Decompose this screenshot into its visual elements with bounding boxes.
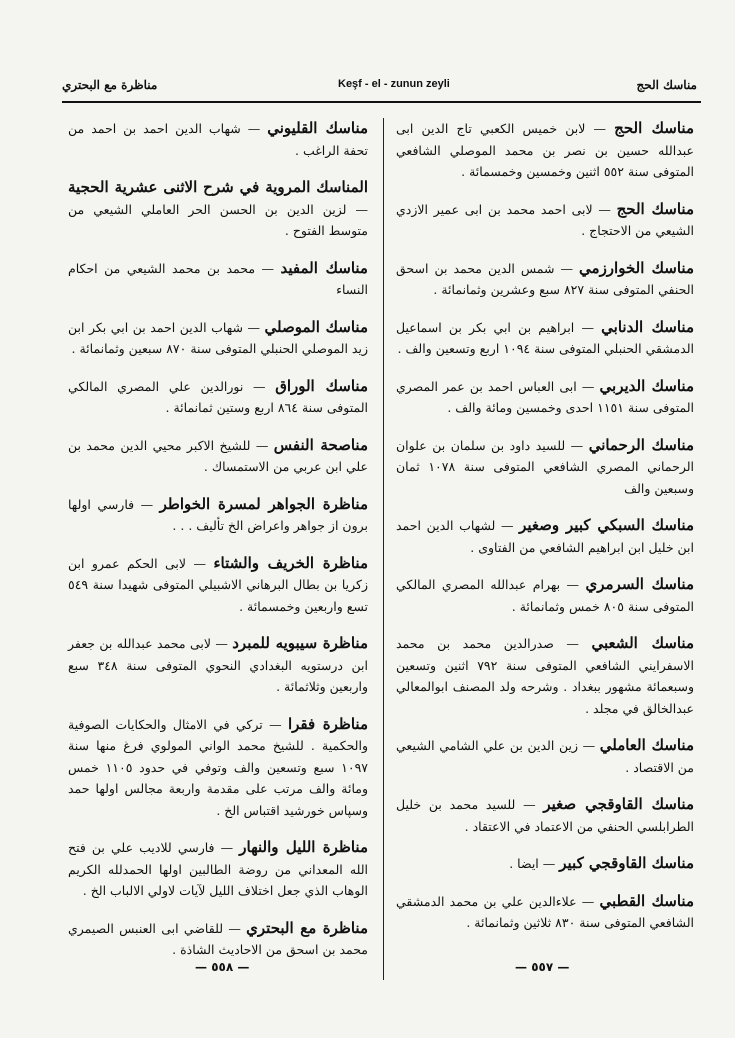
- entry-text: — فارسي اولها برون از جواهر واعراض الخ تأليف . . .: [68, 496, 368, 533]
- header-rule: [62, 101, 701, 103]
- entry-text: — ابى العباس احمد بن عمر المصري المتوفى سنة ١١٥١ احدى وخمسين ومائة والف .: [396, 378, 694, 415]
- dictionary-entry: [68, 553, 368, 618]
- dictionary-entry: [396, 735, 694, 778]
- entry-text: — للسيد داود بن سلمان بن علوان الرحماني المصري الشافعي المتوفى سنة ١٠٧٨ ثمان وسبعين والف: [396, 437, 695, 496]
- page-number-left: — ٥٥٨ —: [195, 960, 250, 974]
- entry-text: — محمد بن محمد الشيعي من احكام النساء: [68, 260, 368, 297]
- right-column: [396, 118, 694, 950]
- entry-headword: مناسك الحج: [614, 119, 694, 137]
- entry-text: — لزين الدين بن الحسن الحر العاملي الشيعي من متوسط الفتوح .: [68, 201, 368, 238]
- entry-headword: مناسك السبكي كبير وصغير: [519, 516, 694, 534]
- entry-text: — للقاضي ابى العنبس الصيمري محمد بن اسحق من الاحاديث الشاذة .: [68, 920, 368, 957]
- entry-headword: مناسك الدنابي: [601, 317, 694, 336]
- dictionary-entry: [396, 794, 694, 837]
- dictionary-entry: [68, 118, 368, 161]
- dictionary-entry: [68, 376, 368, 419]
- column-divider: [383, 118, 384, 980]
- entry-headword: مناسك الحج: [616, 199, 694, 218]
- dictionary-entry: [396, 258, 694, 301]
- page-number-right: — ٥٥٧ —: [515, 960, 570, 974]
- entry-headword: مناظرة فقرا: [287, 714, 368, 733]
- entry-headword: مناسك الموصلي: [264, 317, 368, 336]
- entry-headword: مناسك القاوقجي صغير: [543, 795, 694, 813]
- dictionary-entry: [396, 317, 694, 360]
- entry-headword: مناسك الخوارزمي: [579, 258, 694, 277]
- entry-headword: مناسك الشعبي: [591, 634, 694, 652]
- dictionary-entry: [396, 435, 694, 500]
- entry-text: — شمس الدين محمد بن اسحق الحنفي المتوفى سنة ٨٢٧ سبع وعشرين وثمانمائة .: [396, 260, 694, 297]
- entry-text: — ايضا .: [509, 856, 556, 871]
- dictionary-entry: [68, 714, 368, 822]
- dictionary-entry: [396, 118, 694, 183]
- entry-text: — فارسي للاديب علي بن فتح الله المعداني من روضة الطالبين اولها الحمدلله الكريم الوهاب الذي جعل اختلاف الليل لآيات لاولي الالباب الخ .: [68, 840, 368, 898]
- header-center-title: Keşf - el - zunun zeyli: [338, 78, 450, 90]
- entry-text: — ابراهيم بن ابي بكر بن اسماعيل الدمشقي الحنبلي المتوفى سنة ١٠٩٤ اربع وتسعين والف .: [396, 319, 694, 356]
- dictionary-entry: [68, 837, 368, 902]
- entry-headword: مناظرة الليل والنهار: [239, 838, 368, 856]
- header-left-title: مناظرة مع البحتري: [62, 78, 158, 92]
- left-column: [68, 118, 368, 977]
- running-header: [58, 74, 701, 96]
- entry-text: — علاءالدين علي بن محمد الدمشقي الشافعي المتوفى سنة ٨٣٠ ثلاثين وثمانمائة .: [396, 893, 694, 930]
- dictionary-entry: [68, 494, 368, 537]
- dictionary-entry: [396, 574, 694, 617]
- dictionary-entry: [396, 633, 694, 719]
- entry-text: — لابى احمد محمد بن ابى عمير الازدي الشيعي من الاحتجاج .: [396, 201, 694, 238]
- entry-headword: مناسك العاملي: [599, 736, 694, 754]
- entry-text: — لابى الحكم عمرو ابن زكريا بن بطال البرهاني الاشبيلي المتوفى شهيدا سنة ٥٤٩ تسع واربعين وخمسمائة .: [68, 555, 368, 614]
- entry-text: — لابى محمد عبدالله بن جعفر ابن درستويه البغدادي النحوي المتوفى سنة ٣٤٨ سبع واربعين وثلاثمائة .: [68, 636, 368, 694]
- dictionary-entry: [396, 199, 694, 242]
- entry-headword: مناظرة سيبويه للمبرد: [232, 634, 368, 652]
- entry-headword: مناسك الوراق: [275, 376, 368, 395]
- entry-headword: مناسك القاوقجي كبير: [559, 854, 694, 872]
- dictionary-entry: [396, 891, 694, 934]
- header-right-title: مناسك الحج: [636, 78, 697, 92]
- entry-headword: مناظرة الخريف والشتاء: [213, 553, 368, 572]
- entry-text: — للسيد محمد بن خليل الطرابلسي الحنفي من الاعتماد في الاعتقاد .: [396, 797, 694, 834]
- dictionary-entry: [68, 317, 368, 360]
- entry-text: — صدرالدين محمد بن محمد الاسفرايني الشافعي المتوفى سنة ٧٩٢ اثنين وتسعين وسبعمائة مشهور ببغداد . وشرحه ولد المصنف ابوالمعالي عبدالخالق في مجلد .: [396, 636, 694, 716]
- dictionary-entry: [68, 918, 368, 961]
- entry-text: — بهرام عبدالله المصري المالكي المتوفى سنة ٨٠٥ خمس وثمانمائة .: [396, 577, 694, 614]
- entry-text: — شهاب الدين احمد بن ابي بكر ابن زيد الموصلي الحنبلي المتوفى سنة ٨٧٠ سبعين وثمانمائة .: [68, 319, 368, 356]
- dictionary-entry: [68, 435, 368, 478]
- entry-text: — لابن خميس الكعبي تاج الدين ابى عبدالله حسين بن نصر بن محمد الموصلي الشافعي المتوفى سنة ٥٥٢ اثنين وخمسين وخمسمائة .: [396, 121, 694, 179]
- entry-headword: المناسك المروية في شرح الاثنى عشرية الحجية: [68, 178, 368, 196]
- entry-headword: مناسك الديربي: [599, 376, 694, 395]
- dictionary-entry: [396, 515, 694, 558]
- dictionary-entry: [68, 633, 368, 698]
- entry-text: — زين الدين بن علي الشامي الشيعي من الاقتصاد .: [396, 738, 694, 775]
- entry-text: — شهاب الدين احمد بن احمد من تحفة الراغب .: [68, 121, 368, 158]
- entry-headword: مناسك السرمري: [585, 575, 694, 593]
- entry-headword: مناسك القطبي: [599, 891, 694, 910]
- entry-headword: مناظرة الجواهر لمسرة الخواطر: [159, 494, 368, 513]
- dictionary-entry: [68, 177, 368, 242]
- entry-headword: مناسك الرحماني: [588, 435, 694, 454]
- entry-headword: مناسك القليوني: [267, 119, 368, 137]
- dictionary-entry: [396, 853, 694, 875]
- entry-text: — لشهاب الدين احمد ابن خليل ابن ابراهيم الشافعي من الفتاوى .: [396, 518, 694, 555]
- dictionary-entry: [68, 258, 368, 301]
- entry-headword: مناسك المفيد: [280, 258, 368, 277]
- dictionary-entry: [396, 376, 694, 419]
- entry-headword: مناظرة مع البحتري: [246, 918, 368, 937]
- entry-text: — تركي في الامثال والحكايات الصوفية والحكمية . للشيخ محمد الواني المولوي فرغ منها سنة ١٠٩٧ سبع وتسعين والف وتوفي في حدود ١١٠٥ خمس ومائة والف مرتب على مقدمة واربعة مجالس اولها حمد وسپاس خورشيد اقتباس الخ .: [68, 716, 368, 818]
- entry-headword: مناصحة النفس: [273, 435, 368, 454]
- entry-text: — نورالدين علي المصري المالكي المتوفى سنة ٨٦٤ اربع وستين ثمانمائة .: [68, 378, 368, 415]
- entry-text: — للشيخ الاكبر محيي الدين محمد بن علي ابن عربي من الاستمساك .: [68, 437, 368, 474]
